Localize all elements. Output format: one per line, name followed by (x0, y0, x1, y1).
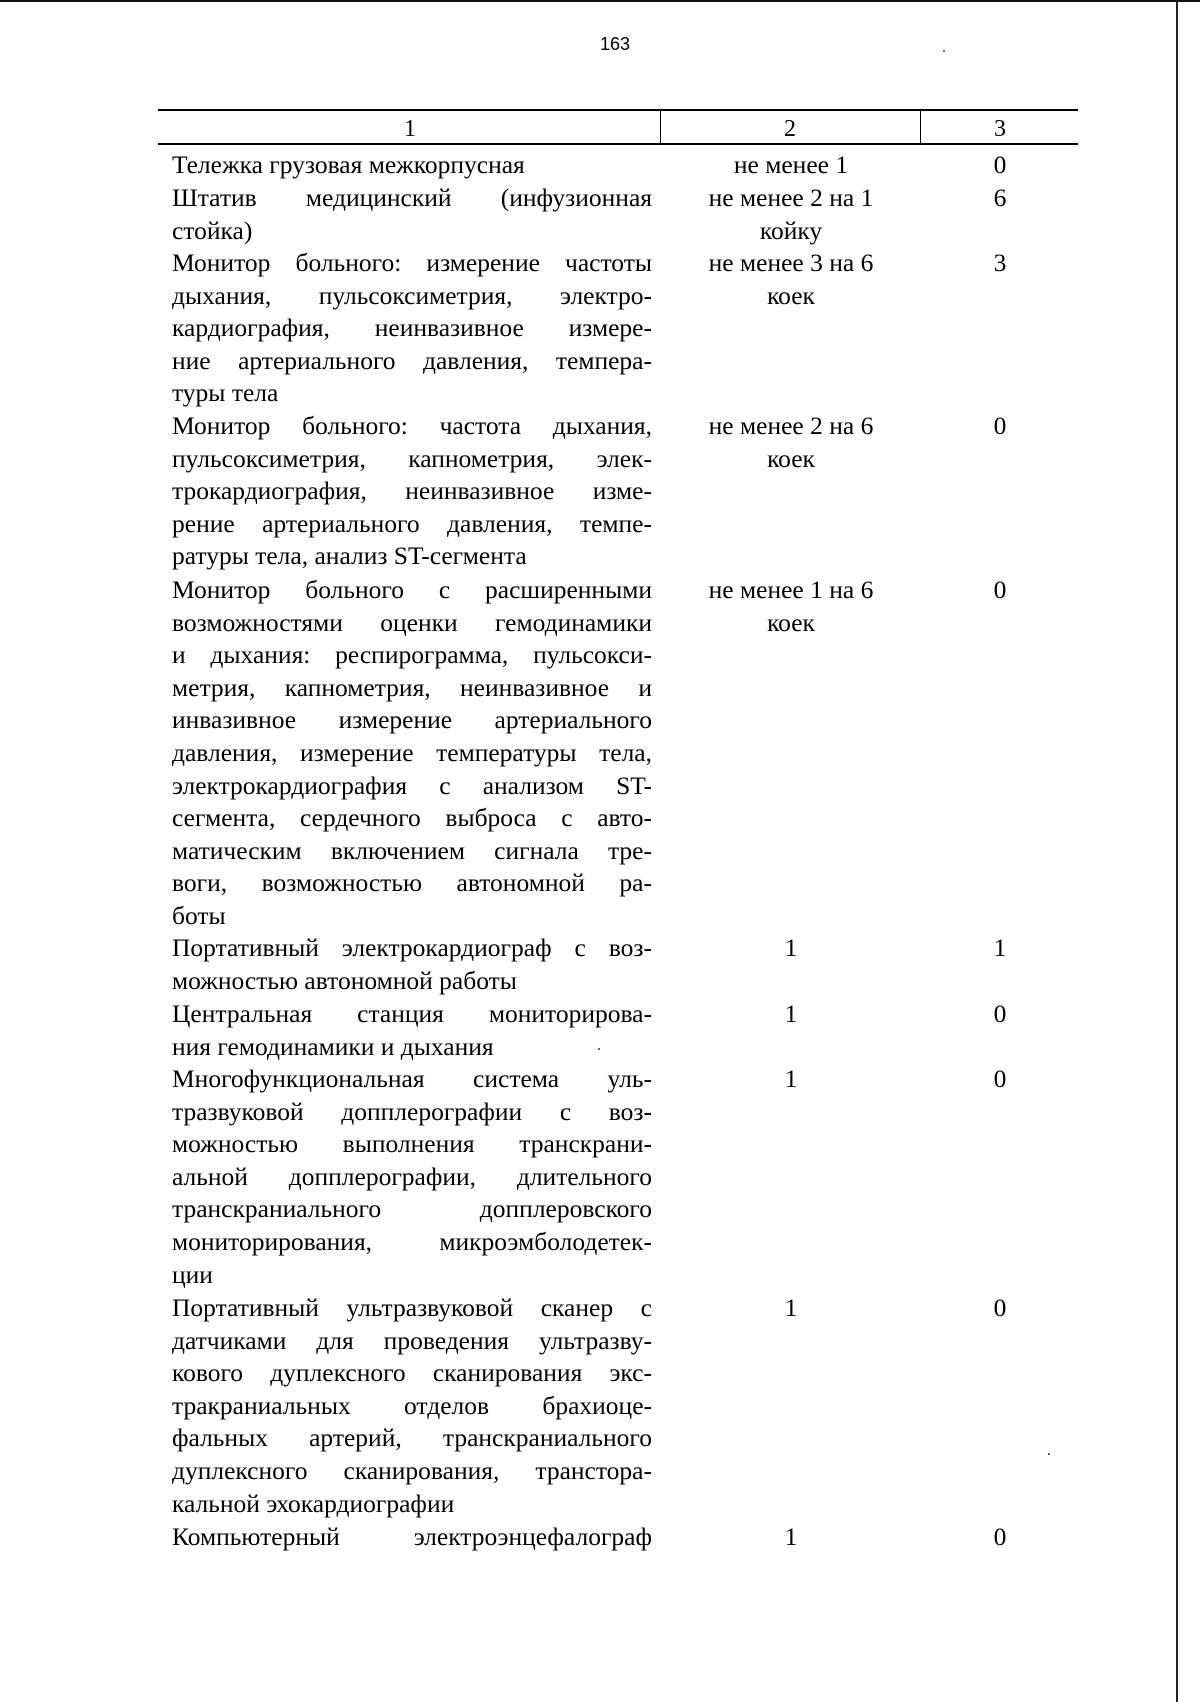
equipment-name (172, 149, 652, 182)
equipment-name (172, 1292, 652, 1520)
equipment-name-line: рение артериального давления, темпе- (172, 508, 652, 538)
equipment-quantity (668, 998, 914, 1031)
equipment-name-line: кового дуплексного сканирования экс- (172, 1358, 652, 1388)
equipment-name-line: ния гемодинамики и дыхания (172, 1031, 494, 1061)
equipment-name-line: ратуры тела, анализ ST-сегмента (172, 541, 527, 571)
equipment-name (172, 998, 652, 1063)
equipment-count: 1 (993, 933, 1007, 962)
equipment-name-line: ние артериального давления, темпера- (172, 345, 652, 375)
equipment-quantity (668, 410, 914, 475)
equipment-quantity-line: не менее 3 на 6 (708, 248, 874, 277)
equipment-count: 0 (993, 1293, 1007, 1322)
equipment-name (172, 410, 652, 573)
equipment-name-line: возможностями оценки гемодинамики (172, 607, 652, 637)
equipment-name (172, 182, 652, 247)
equipment-name (172, 1063, 652, 1291)
scan-edge-top (0, 0, 1200, 2)
equipment-name-line: Тележка грузовая межкорпусная (172, 150, 525, 179)
equipment-name-line: стойка) (172, 215, 253, 245)
equipment-name-line: Компьютерный электроэнцефалограф (172, 1522, 652, 1551)
equipment-name-line: транскраниального допплеровского (172, 1194, 652, 1224)
equipment-quantity (668, 1292, 914, 1325)
equipment-name-line: туры тела (172, 378, 279, 408)
equipment-name (172, 932, 652, 997)
equipment-quantity-line: не менее 2 на 1 (708, 183, 874, 212)
equipment-name-line: тракраниальных отделов брахиоце- (172, 1390, 652, 1420)
column-header-3: 3 (994, 116, 1006, 142)
equipment-quantity (668, 247, 914, 312)
equipment-count: 0 (993, 1522, 1007, 1551)
equipment-quantity-line: 1 (784, 1064, 798, 1093)
equipment-name-line: тразвуковой допплерографии с воз- (172, 1096, 652, 1126)
equipment-quantity-line: коек (767, 280, 815, 310)
equipment-name-line: Портативный ультразвуковой сканер с (172, 1293, 652, 1322)
equipment-name-line: можностью автономной работы (172, 965, 517, 995)
equipment-quantity-line: 1 (784, 933, 798, 962)
equipment-count: 0 (993, 150, 1007, 179)
equipment-quantity (668, 574, 914, 639)
equipment-name-line: и дыхания: респирограмма, пульсокси- (172, 640, 652, 670)
equipment-quantity (668, 932, 914, 965)
column-divider-1 (660, 109, 661, 145)
column-header-2: 2 (784, 116, 796, 142)
equipment-name-line: кардиография, неинвазивное измере- (172, 313, 652, 343)
equipment-name-line: Штатив медицинский (инфузионная (172, 183, 652, 212)
equipment-name-line: дуплексного сканирования, трансторa- (172, 1455, 652, 1485)
equipment-count: 0 (993, 575, 1007, 604)
scan-speck (943, 50, 945, 52)
equipment-quantity-line: койку (759, 215, 823, 245)
equipment-name-line: электрокардиография с анализом ST- (172, 770, 652, 800)
equipment-count: 3 (993, 248, 1007, 277)
equipment-name-line: инвазивное измерение артериального (172, 705, 652, 735)
equipment-quantity-line: не менее 1 на 6 (708, 575, 874, 604)
equipment-quantity-line: 1 (784, 999, 798, 1028)
equipment-quantity (668, 182, 914, 247)
table-top-rule (158, 109, 1078, 111)
equipment-name-line: сегмента, сердечного выброса с авто- (172, 803, 652, 833)
equipment-quantity-line: коек (767, 607, 815, 637)
equipment-quantity-line: коек (767, 443, 815, 473)
equipment-count: 0 (993, 1064, 1007, 1093)
equipment-name-line: альной допплерографии, длительного (172, 1161, 652, 1191)
equipment-name-line: Многофункциональная система уль- (172, 1064, 652, 1093)
scan-edge-right (1176, 0, 1178, 1702)
equipment-quantity-line: 1 (784, 1293, 798, 1322)
equipment-name-line: боты (172, 900, 226, 930)
equipment-name-line: Центральная станция мониторирова- (172, 999, 652, 1028)
equipment-name (172, 1521, 652, 1554)
equipment-count: 0 (993, 411, 1007, 440)
equipment-name-line: матическим включением сигнала тре- (172, 835, 652, 865)
equipment-quantity-line: не менее 2 на 6 (708, 411, 874, 440)
column-header-1: 1 (404, 116, 416, 142)
column-divider-2 (920, 109, 921, 145)
equipment-name-line: метрия, капнометрия, неинвазивное и (172, 672, 652, 702)
scan-speck (1048, 1453, 1050, 1455)
equipment-name-line: дыхания, пульсоксиметрия, электро- (172, 280, 652, 310)
equipment-quantity (668, 1063, 914, 1096)
equipment-name-line: Монитор больного с расширенными (172, 575, 652, 604)
equipment-name-line: Монитор больного: частота дыхания, (172, 411, 652, 440)
equipment-name-line: кальной эхокардиографии (172, 1488, 455, 1518)
equipment-name-line: воги, возможностью автономной ра- (172, 868, 652, 898)
equipment-quantity (668, 1521, 914, 1554)
equipment-name-line: Монитор больного: измерение частоты (172, 248, 652, 277)
equipment-name-line: ции (172, 1259, 213, 1289)
equipment-name-line: давления, измерение температуры тела, (172, 737, 652, 767)
equipment-quantity-line: не менее 1 (733, 150, 849, 179)
equipment-quantity-line: 1 (784, 1522, 798, 1551)
equipment-name (172, 247, 652, 410)
page-number: 163 (599, 34, 631, 54)
equipment-quantity (668, 149, 914, 182)
equipment-name-line: пульсоксиметрия, капнометрия, элек- (172, 443, 652, 473)
equipment-name-line: мониторирования, микроэмболодетек- (172, 1226, 652, 1256)
equipment-name-line: Портативный электрокардиограф с воз- (172, 933, 652, 962)
equipment-name-line: трокардиография, неинвазивное изме- (172, 476, 652, 506)
equipment-count: 6 (993, 183, 1007, 212)
equipment-name-line: датчиками для проведения ультразву- (172, 1325, 652, 1355)
equipment-name-line: можностью выполнения транскрани- (172, 1129, 652, 1159)
equipment-name (172, 574, 652, 933)
equipment-name-line: фальных артерий, транскраниального (172, 1423, 652, 1453)
equipment-count: 0 (993, 999, 1007, 1028)
header-bottom-rule (158, 143, 1078, 145)
